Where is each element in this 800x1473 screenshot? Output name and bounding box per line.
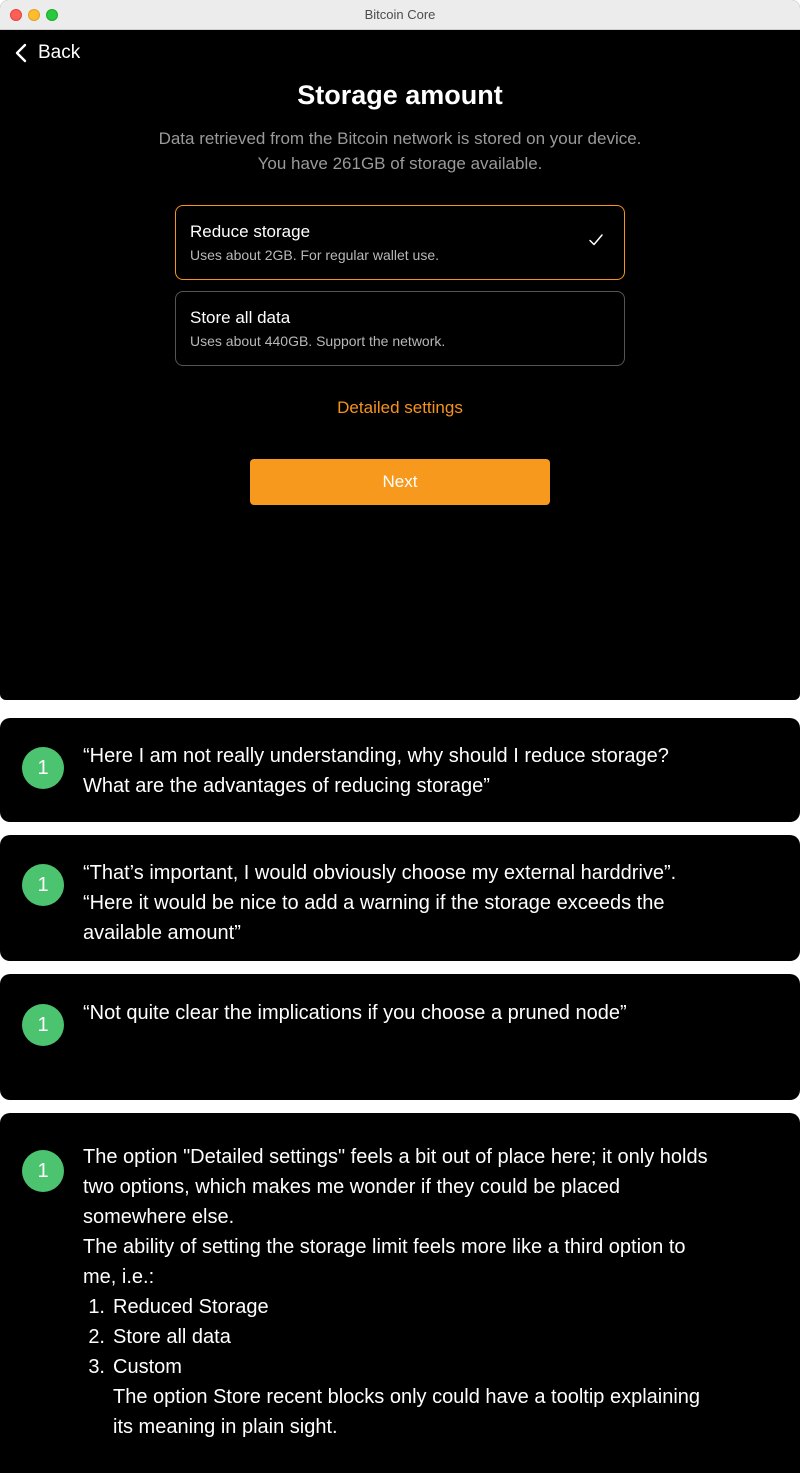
description-line-1: Data retrieved from the Bitcoin network is stored on your device. [158, 129, 642, 148]
feedback-text [83, 1142, 770, 1442]
app-window [0, 0, 800, 700]
feedback-text [83, 858, 770, 948]
feedback-text [83, 998, 770, 1028]
feedback-line: somewhere else. [83, 1206, 235, 1228]
option-title: Reduce storage [190, 222, 311, 241]
feedback-text [83, 741, 770, 801]
list-text: Custom [113, 1356, 182, 1378]
back-label: Back [38, 42, 81, 63]
feedback-line: available amount” [83, 922, 241, 944]
feedback-card [0, 718, 800, 822]
list-number: 1. [88, 1296, 105, 1318]
detailed-settings-link[interactable]: Detailed settings [337, 398, 463, 417]
participant-badge: 1 [22, 1004, 64, 1046]
list-number: 3. [88, 1356, 105, 1378]
list-number: 2. [88, 1326, 105, 1348]
feedback-card [0, 1113, 800, 1473]
list-item [83, 1322, 770, 1352]
option-title: Store all data [190, 308, 291, 327]
back-button[interactable] [14, 42, 80, 64]
window-title: Bitcoin Core [364, 7, 436, 22]
participant-badge: 1 [22, 864, 64, 906]
list-item [83, 1292, 770, 1322]
feedback-line: “Here I am not really understanding, why should I reduce storage? [83, 745, 669, 767]
list-item [83, 1352, 770, 1382]
feedback-line: me, i.e.: [83, 1266, 155, 1288]
checkmark-icon [588, 232, 604, 248]
feedback-line: two options, which makes me wonder if they could be placed [83, 1176, 620, 1198]
page-description [0, 126, 800, 176]
option-reduce-storage[interactable] [175, 205, 625, 280]
option-subtitle: Uses about 2GB. For regular wallet use. [190, 247, 440, 263]
suggestion-list [83, 1292, 770, 1382]
feedback-line: its meaning in plain sight. [113, 1416, 338, 1438]
chevron-left-icon [14, 43, 28, 63]
feedback-line: “That’s important, I would obviously choose my external harddrive”. [83, 862, 677, 884]
option-store-all-data[interactable] [175, 291, 625, 366]
feedback-card [0, 835, 800, 961]
page-title: Storage amount [297, 80, 503, 110]
participant-badge: 1 [22, 747, 64, 789]
feedback-line: “Not quite clear the implications if you choose a pruned node” [83, 1002, 627, 1024]
list-text: Reduced Storage [113, 1296, 269, 1318]
feedback-line: The ability of setting the storage limit feels more like a third option to [83, 1236, 686, 1258]
feedback-card [0, 974, 800, 1100]
list-note [83, 1382, 770, 1442]
title-bar [0, 0, 800, 30]
next-button[interactable]: Next [250, 459, 550, 505]
option-subtitle: Uses about 440GB. Support the network. [190, 333, 446, 349]
participant-badge: 1 [22, 1150, 64, 1192]
feedback-line: What are the advantages of reducing storage” [83, 775, 490, 797]
list-text: Store all data [113, 1326, 231, 1348]
feedback-line: “Here it would be nice to add a warning if the storage exceeds the [83, 892, 665, 914]
feedback-line: The option Store recent blocks only could have a tooltip explaining [113, 1386, 701, 1408]
feedback-line: The option "Detailed settings" feels a bit out of place here; it only holds [83, 1146, 708, 1168]
description-line-2: You have 261GB of storage available. [257, 154, 543, 173]
